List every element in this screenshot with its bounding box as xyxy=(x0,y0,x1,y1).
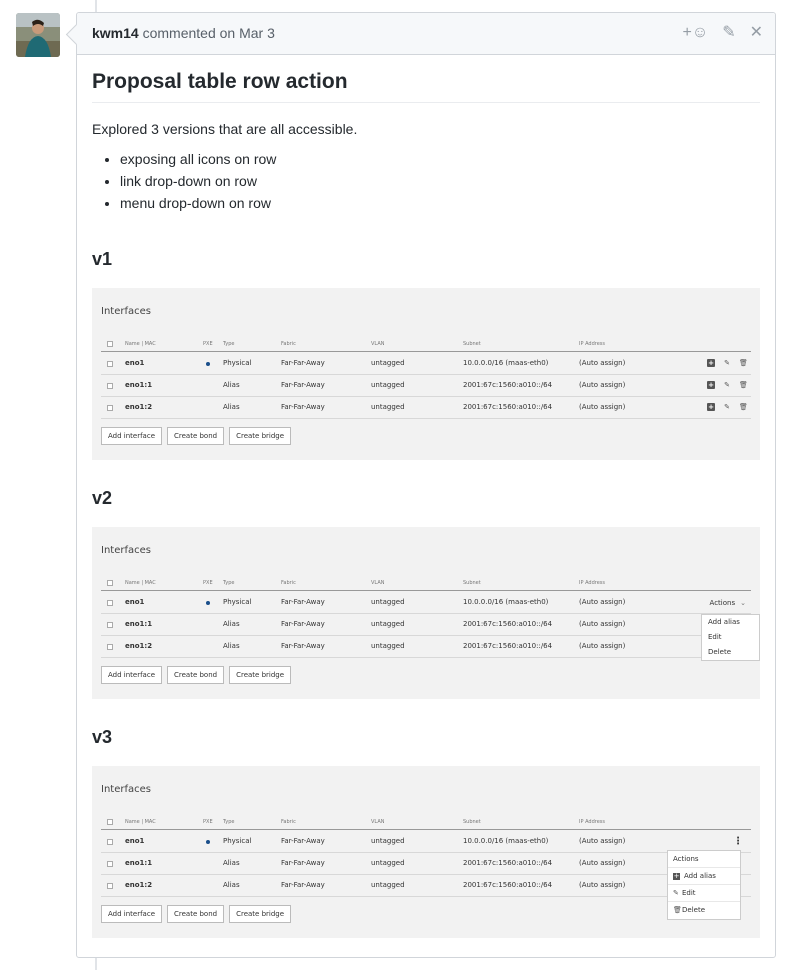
iface-vlan: untagged xyxy=(371,642,405,650)
iface-vlan: untagged xyxy=(371,881,405,889)
col-fabric: Fabric xyxy=(281,341,296,347)
iface-vlan: untagged xyxy=(371,359,405,367)
col-ip: IP Address xyxy=(579,819,605,825)
edit-icon[interactable]: ✎ xyxy=(724,359,730,367)
iface-type: Physical xyxy=(223,598,252,606)
iface-type: Alias xyxy=(223,620,240,628)
iface-fabric: Far-Far-Away xyxy=(281,359,325,367)
list-item: • link drop-down on row xyxy=(120,173,760,189)
iface-name: eno1:2 xyxy=(125,642,153,650)
col-vlan: VLAN xyxy=(371,341,385,347)
intro-text: Explored 3 versions that are all accessible. xyxy=(92,121,358,137)
col-name: Name | MAC xyxy=(125,819,156,825)
chevron-down-icon: ⌄ xyxy=(740,599,746,607)
actions-label: Actions xyxy=(709,599,736,607)
iface-fabric: Far-Far-Away xyxy=(281,620,325,628)
iface-ip: (Auto assign) xyxy=(579,620,626,628)
col-subnet: Subnet xyxy=(463,819,481,825)
author-link[interactable]: kwm14 xyxy=(92,25,139,41)
col-ip: IP Address xyxy=(579,341,605,347)
menu-item-edit[interactable]: Edit xyxy=(708,633,722,641)
bullet-list xyxy=(92,151,760,211)
version-heading: v2 xyxy=(92,488,113,508)
col-pxe: PXE xyxy=(203,341,213,347)
menu-item-edit[interactable] xyxy=(668,885,740,902)
table-row[interactable] xyxy=(101,636,751,658)
menu-header: Actions xyxy=(668,851,740,868)
comment-actions xyxy=(683,23,764,43)
row-checkbox[interactable] xyxy=(107,600,113,606)
iface-vlan: untagged xyxy=(371,859,405,867)
iface-subnet: 2001:67c:1560:a010::/64 xyxy=(463,381,553,389)
table-header xyxy=(101,338,751,352)
col-type: Type xyxy=(223,580,235,586)
col-type: Type xyxy=(223,341,235,347)
iface-subnet: 2001:67c:1560:a010::/64 xyxy=(463,642,553,650)
iface-name: eno1 xyxy=(125,359,145,367)
actions-dropdown-link[interactable] xyxy=(710,592,746,614)
version-heading: v3 xyxy=(92,727,113,747)
comment-date[interactable]: commented on Mar 3 xyxy=(142,25,275,41)
iface-name: eno1:1 xyxy=(125,381,153,389)
iface-ip: (Auto assign) xyxy=(579,359,626,367)
iface-subnet: 2001:67c:1560:a010::/64 xyxy=(463,881,553,889)
iface-type: Alias xyxy=(223,859,240,867)
version-heading: v1 xyxy=(92,249,113,269)
delete-icon[interactable]: 🗑 xyxy=(739,359,748,367)
col-vlan: VLAN xyxy=(371,819,385,825)
iface-vlan: untagged xyxy=(371,381,405,389)
iface-ip: (Auto assign) xyxy=(579,881,626,889)
menu-item-add-alias[interactable]: Add alias xyxy=(708,618,740,626)
add-alias-icon[interactable]: + xyxy=(708,381,714,389)
iface-type: Alias xyxy=(223,881,240,889)
iface-subnet: 10.0.0.0/16 (maas-eth0) xyxy=(463,359,549,367)
iface-name: eno1:2 xyxy=(125,403,153,411)
row-icons xyxy=(707,359,747,367)
iface-ip: (Auto assign) xyxy=(579,837,626,845)
pencil-icon: ✎ xyxy=(673,889,679,897)
row-checkbox[interactable] xyxy=(107,405,113,411)
row-checkbox[interactable] xyxy=(107,839,113,845)
list-item: • exposing all icons on row xyxy=(120,151,760,167)
col-vlan: VLAN xyxy=(371,580,385,586)
iface-type: Alias xyxy=(223,642,240,650)
iface-ip: (Auto assign) xyxy=(579,381,626,389)
col-name: Name | MAC xyxy=(125,341,156,347)
row-checkbox[interactable] xyxy=(107,861,113,867)
comment-body xyxy=(92,55,760,918)
select-all-checkbox[interactable] xyxy=(107,341,113,347)
create-bridge-button[interactable]: Create bridge xyxy=(229,427,291,445)
kebab-menu-icon[interactable]: ⋮ xyxy=(733,836,743,847)
iface-subnet: 2001:67c:1560:a010::/64 xyxy=(463,403,553,411)
col-subnet: Subnet xyxy=(463,341,481,347)
iface-subnet: 10.0.0.0/16 (maas-eth0) xyxy=(463,837,549,845)
table-row[interactable] xyxy=(101,872,751,897)
interfaces-panel-v3 xyxy=(92,766,760,938)
menu-item-label: Delete xyxy=(682,906,705,914)
create-bond-button[interactable]: Create bond xyxy=(167,905,224,923)
button-group xyxy=(101,905,291,923)
col-name: Name | MAC xyxy=(125,580,156,586)
iface-fabric: Far-Far-Away xyxy=(281,881,325,889)
col-type: Type xyxy=(223,819,235,825)
add-interface-button[interactable]: Add interface xyxy=(101,666,162,684)
edit-icon[interactable]: ✎ xyxy=(724,403,730,411)
row-checkbox[interactable] xyxy=(107,883,113,889)
col-subnet: Subnet xyxy=(463,580,481,586)
iface-ip: (Auto assign) xyxy=(579,598,626,606)
iface-type: Alias xyxy=(223,403,240,411)
select-all-checkbox[interactable] xyxy=(107,819,113,825)
row-checkbox[interactable] xyxy=(107,383,113,389)
iface-fabric: Far-Far-Away xyxy=(281,859,325,867)
menu-item-add-alias[interactable] xyxy=(668,868,740,885)
iface-ip: (Auto assign) xyxy=(579,642,626,650)
panel-title: Interfaces xyxy=(101,545,151,556)
add-interface-button[interactable]: Add interface xyxy=(101,905,162,923)
avatar[interactable] xyxy=(16,13,60,57)
close-icon[interactable]: ✕ xyxy=(749,24,763,41)
table-header xyxy=(101,577,751,591)
add-interface-button[interactable]: Add interface xyxy=(101,427,162,445)
delete-icon[interactable]: 🗑 xyxy=(739,403,748,411)
table-row[interactable] xyxy=(101,397,751,419)
iface-fabric: Far-Far-Away xyxy=(281,642,325,650)
table-row[interactable] xyxy=(101,592,751,614)
pxe-radio-icon[interactable] xyxy=(206,601,210,605)
iface-name: eno1:1 xyxy=(125,859,153,867)
col-fabric: Fabric xyxy=(281,819,296,825)
create-bridge-button[interactable]: Create bridge xyxy=(229,905,291,923)
iface-vlan: untagged xyxy=(371,620,405,628)
menu-item-delete[interactable] xyxy=(668,902,740,919)
pxe-radio-icon[interactable] xyxy=(206,840,210,844)
row-checkbox[interactable] xyxy=(107,644,113,650)
create-bond-button[interactable]: Create bond xyxy=(167,427,224,445)
row-checkbox[interactable] xyxy=(107,361,113,367)
panel-title: Interfaces xyxy=(101,306,151,317)
add-reaction-icon[interactable]: +☺ xyxy=(682,24,709,41)
iface-fabric: Far-Far-Away xyxy=(281,381,325,389)
trash-icon: 🗑 xyxy=(673,906,682,914)
menu-item-label: Add alias xyxy=(684,872,716,880)
col-pxe: PXE xyxy=(203,819,213,825)
iface-vlan: untagged xyxy=(371,837,405,845)
interfaces-panel-v2 xyxy=(92,527,760,699)
iface-type: Alias xyxy=(223,381,240,389)
create-bridge-button[interactable]: Create bridge xyxy=(229,666,291,684)
edit-icon[interactable]: ✎ xyxy=(722,24,736,41)
table-row[interactable] xyxy=(101,353,751,375)
col-ip: IP Address xyxy=(579,580,605,586)
iface-ip: (Auto assign) xyxy=(579,403,626,411)
iface-type: Physical xyxy=(223,359,252,367)
row-icons xyxy=(707,403,747,411)
list-item: • menu drop-down on row xyxy=(120,195,760,211)
col-fabric: Fabric xyxy=(281,580,296,586)
iface-fabric: Far-Far-Away xyxy=(281,403,325,411)
iface-ip: (Auto assign) xyxy=(579,859,626,867)
row-icons xyxy=(707,381,747,389)
plus-icon: + xyxy=(673,872,680,880)
comment-box xyxy=(76,12,776,958)
col-pxe: PXE xyxy=(203,580,213,586)
menu-item-label: Edit xyxy=(682,889,696,897)
comment-meta xyxy=(92,25,275,41)
iface-name: eno1 xyxy=(125,598,145,606)
pxe-radio-icon[interactable] xyxy=(206,362,210,366)
button-group xyxy=(101,427,291,445)
table-row[interactable] xyxy=(101,375,751,397)
table-row[interactable] xyxy=(101,614,751,636)
menu-item-delete[interactable]: Delete xyxy=(708,648,731,656)
select-all-checkbox[interactable] xyxy=(107,580,113,586)
iface-fabric: Far-Far-Away xyxy=(281,598,325,606)
iface-name: eno1:2 xyxy=(125,881,153,889)
iface-subnet: 2001:67c:1560:a010::/64 xyxy=(463,859,553,867)
table-row[interactable] xyxy=(101,853,751,875)
actions-dropdown-menu xyxy=(701,614,760,661)
iface-subnet: 10.0.0.0/16 (maas-eth0) xyxy=(463,598,549,606)
row-checkbox[interactable] xyxy=(107,622,113,628)
table-row[interactable] xyxy=(101,831,751,853)
add-alias-icon[interactable]: + xyxy=(708,403,714,411)
iface-name: eno1:1 xyxy=(125,620,153,628)
interfaces-panel-v1 xyxy=(92,288,760,460)
table-header xyxy=(101,816,751,830)
iface-vlan: untagged xyxy=(371,403,405,411)
create-bond-button[interactable]: Create bond xyxy=(167,666,224,684)
delete-icon[interactable]: 🗑 xyxy=(739,381,748,389)
iface-type: Physical xyxy=(223,837,252,845)
comment-header xyxy=(77,13,775,55)
add-alias-icon[interactable]: + xyxy=(708,359,714,367)
iface-subnet: 2001:67c:1560:a010::/64 xyxy=(463,620,553,628)
panel-title: Interfaces xyxy=(101,784,151,795)
button-group xyxy=(101,666,291,684)
iface-fabric: Far-Far-Away xyxy=(281,837,325,845)
edit-icon[interactable]: ✎ xyxy=(724,381,730,389)
iface-vlan: untagged xyxy=(371,598,405,606)
row-action-menu xyxy=(667,850,741,920)
comment-title: Proposal table row action xyxy=(92,70,760,103)
iface-name: eno1 xyxy=(125,837,145,845)
